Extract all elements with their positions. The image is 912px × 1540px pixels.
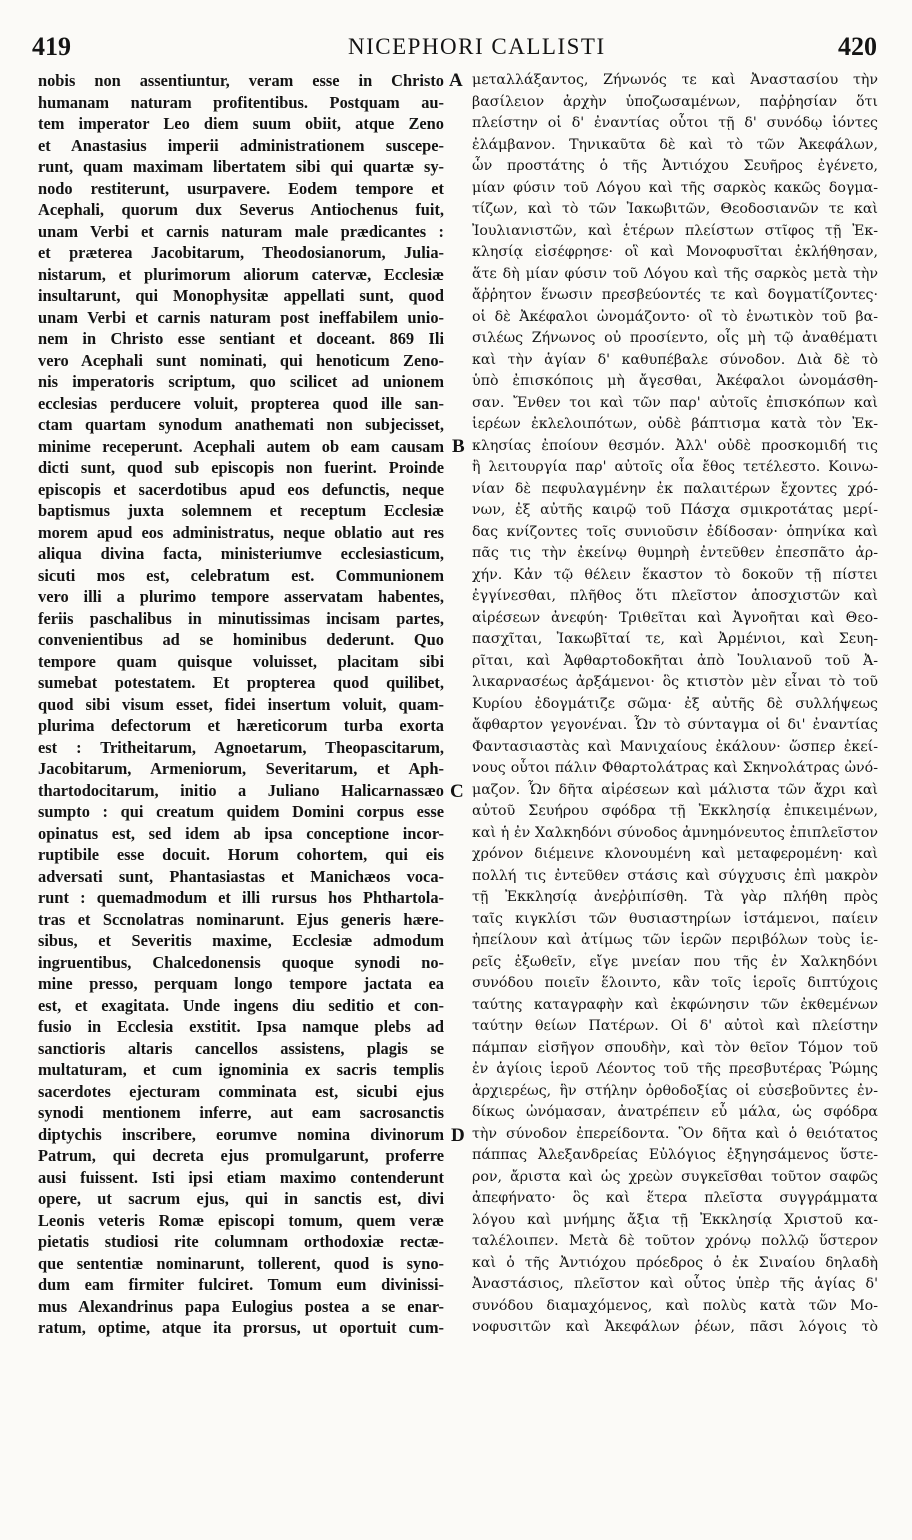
greek-text-line: ταλέλοιπεν. Μετὰ δὲ τοῦτον χρόνῳ πολλῷ ὕστερον [472,1233,878,1249]
greek-text-line: συνόδου ποιεῖν ἕλοιντο, κἂν τοῖς ἱεροῖς διπτύχοις [472,975,878,991]
greek-text-line: νων, ἐξ αὐτῆς καιρῷ τοῦ Πάσχα σμικροτάτας μερί- [472,502,878,518]
greek-text-line: νίαν δὲ πεφυλαγμένην ἐκ παλαιτέρων ἔχοντες χρό- [472,480,878,497]
latin-text-line: multaturam, et cum ignominia ex sacris templis [38,1060,444,1079]
latin-text-line: Acephali, quorum dux Severus Antiochenus fuit, [38,200,444,219]
greek-text-line: Ἀναστάσιος, πλεῖστον καὶ οὗτος ὑπὲρ τῆς ἁγίας δ' [472,1276,878,1292]
latin-text-line: vero Acephali sunt nominati, qui henoticum Zeno- [38,350,444,370]
latin-text-line: tem imperator Leo diem suum obiit, atque Zeno [38,114,444,133]
latin-text-line: est, et exagitata. Unde ingens diu seditio et con- [38,995,444,1015]
latin-text-line: Jacobitarum, Armeniorum, Severitarum, et Aph- [38,759,444,778]
greek-text-line: ρεῖς ἐξωθεῖν, εἴγε μνείαν που τῆς ἐν Χαλκηδόνι [472,953,878,970]
greek-text-line: τὴν σύνοδον ἐπερείδοντα. Ὃν δῆτα καὶ ὁ θειότατος [472,1125,878,1142]
latin-text-line: aliqua divina facta, ministeriumve ecclesiasticum, [38,544,444,563]
latin-text-line: nobis non assentiuntur, veram esse in Christo [38,71,444,90]
margin-letter-a: A [449,70,463,91]
greek-text-line: ταύτης καταγραφὴν καὶ ἐκφώνησιν τῶν ἐκθεμένων [472,996,878,1013]
greek-text-line: δίκως ὠνόμασαν, ἀνατρέπειν εὖ μάλα, ὡς σφόδρα [472,1104,878,1120]
latin-text-line: runt, quam maximam libertatem sibi qui quartæ sy- [38,157,444,176]
latin-text-line: ratum, optime, atque ita prorsus, ut oportuit cum- [38,1318,444,1337]
greek-text-line: τῇ Ἐκκλησίᾳ ἀνεῤῥιπίσθη. Τὰ γὰρ πλήθη πρὸς [472,889,878,905]
latin-text-line: episcopis et sacerdotibus apud eos defunctis, neque [38,479,444,499]
greek-text-line: κλησίας ἐποίουν θεσμόν. Ἀλλ' οὐδὲ προσκομιδή τις [472,437,878,454]
latin-text-line: ausi fuissent. Isti ipsi etiam maximo contenderunt [38,1167,444,1187]
greek-text-line: βασίλειον ἀρχὴν ὑποζωσαμένων, παῤῥησίαν ὅτι [472,93,878,110]
latin-text-line: tempore quam quisque voluisset, placitam sibi [38,651,444,671]
greek-text-line: νους οὗτοι πάλιν Φθαρτολάτρας καὶ Σκηνολάτρας ὠνό- [472,760,878,776]
latin-text-line: humanam naturam profitentibus. Postquam au- [38,92,444,112]
latin-text-line: minime receperunt. Acephali autem ob eam causam [38,436,444,456]
latin-text-line: Patrum, qui decreta ejus promulgarunt, proferre [38,1146,444,1165]
latin-text-line: vero illi a plurimo tempore asservatam habentes, [38,587,444,606]
greek-text-line: ταύτην θείων Πατέρων. Οἱ δ' αὐτοὶ καὶ πλείστην [472,1018,878,1034]
greek-text-line: καὶ ὁ τῆς Ἀντιόχου πρόεδρος ὁ ἐκ Σιναίου δηλαδὴ [472,1254,878,1271]
latin-text-line: ingruentibus, Chalcedonensis quoque synodi no- [38,952,444,972]
latin-text-line: feriis paschalibus in minutissimas incisam partes, [38,608,444,628]
greek-text-line: ἄφθαρτον γεγονέναι. Ὧν τὸ σύνταγμα οἱ δι' ἐναντίας [472,717,878,733]
latin-text-line: tras et Sccnolatras nominarunt. Ejus generis hære- [38,909,444,929]
latin-text-line: sibus, et Severitis maxime, Ecclesiæ admodum [38,931,444,950]
latin-text-line: baptismus juxta solemnem et receptum Ecclesiæ [38,501,444,520]
greek-text-line: συνόδου διαμαχόμενος, καὶ πολὺς κατὰ τῶν Μο- [472,1297,878,1314]
greek-text-line: ταῖς κιγκλίσι τῶν θυσιαστηρίων ἱστάμενοι, παίειν [472,910,878,927]
greek-text-line: οἱ δὲ Ἀκέφαλοι ὠνομάζοντο· οἳ τὸ ἑνωτικὸν τοῦ βα- [472,308,878,325]
greek-text-line: νοφυσιτῶν καὶ Ἀκεφάλων ῥέων, πᾶσι λόγοις τὸ [472,1319,878,1335]
greek-text-line: ρον, ἄριστα καὶ ὡς χρεὼν συγκεῖσθαι τοῦτον σαφῶς [472,1168,878,1185]
greek-text-line: πᾶς τις τὴν ἐκείνῳ θυμηρὴ ἐντεῦθεν ἐπεσπᾶτο ἀρ- [472,545,878,561]
latin-text-line: opere, ut sacrum ejus, qui in sanctis est, divi [38,1189,444,1208]
page-header [0,26,912,60]
greek-text-line: λικαρνασέως ἀρξάμενοι· ὃς κτιστὸν μὲν εἶναι τὸ τοῦ [472,674,878,690]
greek-text-line: ἄῤῥητον ἕνωσιν πρεσβεύοντές τε καὶ δογματίζοντες· [472,287,878,303]
greek-text-line: πασχῖται, Ἰακωβῖταί τε, καὶ Ἀρμένιοι, καὶ Σευη- [472,631,878,647]
latin-text-line: opinatus est, sed idem ab ipsa conceptione incor- [38,823,444,843]
greek-text-line: δας κνίζοντες τοῖς συνιοῦσιν ἐδίδοσαν· ὁπηνίκα καὶ [472,523,878,540]
greek-text-line: αὐτοῦ Σευήρου σφόδρα τῇ Ἐκκλησίᾳ ἐπικειμένων, [472,803,878,819]
latin-text-line: adversati sunt, Phantasiastas et Manichæos voca- [38,866,444,886]
greek-text-line: μαζον. Ὧν δῆτα αἱρέσεων καὶ μάλιστα τῶν ἄχρι καὶ [472,781,878,798]
latin-text-line: quod sibi visum esset, fidei insertum voluit, quam- [38,694,444,714]
latin-text-line: diptychis inscribere, eorumve nomina divinorum [38,1124,444,1144]
greek-text-line: ρῖται, καὶ Ἀφθαρτοδοκῆται ἀπὸ Ἰουλιανοῦ τοῦ Ἀ- [472,652,878,669]
latin-text-line: morem apud eos administratus, neque oblatio aut res [38,522,444,542]
greek-text-line: πλείστην οἱ δ' ἐναντίας οὗτοι τῇ δ' συνόδῳ ἰόντες [472,115,878,131]
greek-text-line: πάππας Ἀλεξανδρείας Εὐλόγιος ἐξηγησάμενος ὕστε- [472,1147,878,1163]
latin-text-line: Leonis veteris Romæ episcopi tomum, quem veræ [38,1210,444,1230]
greek-text-line: ὑπὸ ἐπισκόποις μὴ ἄγεσθαι, Ἀκέφαλοι ὠνομάσθη- [472,373,878,389]
latin-text-line: nis imperatoris scriptum, quo scilicet ad unionem [38,372,444,391]
greek-text-line: αἱρέσεων ἀνεφύη· Τριθεῖται καὶ Ἀγνοῆται καὶ Θεο- [472,609,878,626]
latin-text-line: sicuti mos est, celebratum est. Communionem [38,565,444,585]
latin-text-line: thartodocitarum, initio a Juliano Halicarnassæo [38,780,444,800]
greek-text-line: Φαντασιαστὰς καὶ Μανιχαίους ἐκάλουν· ὥσπερ ἐκεί- [472,738,878,755]
latin-text-line: et præterea Jacobitarum, Theodosianorum, Julia- [38,243,444,262]
greek-text-line: σιλέως Ζήνωνος οὐ προσίεντο, οἷς μὴ τῷ ἀναθέματι [472,330,878,346]
greek-text-line: καὶ τὴν ἁγίαν δ' καθυπέβαλε σύνοδον. Διὰ δὲ τὸ [472,351,878,368]
margin-letter-c: C [450,781,464,802]
latin-text-line: nistarum, et plurimorum aliorum catervæ, Ecclesiæ [38,264,444,284]
latin-text-line: insultarunt, qui Monophysitæ appellati sunt, quod [38,286,444,305]
greek-text-line: μεταλλάξαντος, Ζήνωνός τε καὶ Ἀναστασίου τὴν [472,72,878,88]
latin-text-line: sacerdotes ejecturam comminata est, sicubi ejus [38,1081,444,1101]
latin-text-line: synodi mentionem inferre, aut eam sacrosanctis [38,1103,444,1122]
latin-column [38,70,444,1339]
greek-text-line: λόγου καὶ μνήμης ἄξια τῇ Ἐκκλησίᾳ Χριστοῦ κα- [472,1211,878,1228]
latin-text-line: runt : quemadmodum et illi rursus hos Phthartola- [38,888,444,907]
greek-text-line: ἐν ἁγίοις ἱεροῦ Λέοντος τοῦ τῆς πρεσβυτέρας Ῥώμης [472,1061,878,1077]
page-number-left: 419 [32,32,71,61]
latin-text-line: unam Verbi et carnis naturam male prædicantes : [38,221,444,241]
greek-text-line: ὧν προστάτης ὁ τῆς Ἀντιόχου Σευῆρος ἐγένετο, [472,158,878,174]
greek-text-line: ἀπεφήνατο· ὃς καὶ ἕτερα πλεῖστα συγγράμματα [472,1190,878,1206]
greek-text-line: ἱερέων ἐκλελοιπότων, οὐδὲ βάπτισμα κατὰ τὸν Ἐκ- [472,416,878,432]
greek-text-line: πολλή τις ἐντεῦθεν στάσις καὶ σύγχυσις ἐπὶ μακρὸν [472,867,878,884]
running-title: NICEPHORI CALLISTI [348,34,606,59]
latin-text-line: et Anastasius imperii administrationem suscepe- [38,135,444,155]
greek-text-line: μίαν φύσιν τοῦ Λόγου καὶ τῆς σαρκὸς κακῶς δογμα- [472,179,878,196]
page-number-right: 420 [838,32,877,61]
greek-text-line: ἐλάμβανον. Τηνικαῦτα δὲ καὶ τὸ τῶν Ἀκεφάλων, [472,136,878,153]
greek-text-line: τίζων, καὶ τὸ τῶν Ἰακωβιτῶν, Θεοδοσιανῶν τε καὶ [472,201,878,217]
latin-text-line: plurima defectorum et hæreticorum turba exorta [38,716,444,735]
greek-text-line: σαν. Ἔνθεν τοι καὶ τῶν παρ' αὐτοῖς ἐπισκόπων καὶ [472,394,878,411]
latin-text-line: fusio in Ecclesia exstitit. Ipsa namque plebs ad [38,1017,444,1036]
greek-text-line: καὶ ἡ ἐν Χαλκηδόνι σύνοδος ἀμνημόνευτος ἐπιπλεῖστον [472,824,878,841]
greek-text-line: ἐγγίνεσθαι, πλῆθος ὅτι πλεῖστον ἀποσχιστῶν καὶ [472,588,878,604]
latin-text-line: ctam quartam synodum anathemati non subjecisset, [38,415,444,434]
latin-text-line: pietatis studiosi rite columnam orthodoxiæ rectæ- [38,1232,444,1251]
greek-column [472,70,878,1339]
latin-text-line: sumebat potestatem. Et propterea quod quilibet, [38,673,444,692]
latin-text-line: est : Tritheitarum, Agnoetarum, Theopascitarum, [38,737,444,757]
latin-text-line: ruptibile esse docuit. Horum cohortem, qui eis [38,845,444,864]
latin-text-line: sanctioris altaris cancellos assistens, plagis se [38,1038,444,1058]
greek-text-line: ἢ λειτουργία παρ' αὐτοῖς οἷα ἔθος τετέλεστο. Κοινω- [472,459,878,475]
greek-text-line: Ἰουλιανιστῶν, καὶ ἑτέρων πλείστων στῖφος τῇ Ἐκ- [472,222,878,239]
latin-text-line: mine presso, perquam longo tempore jactata ea [38,974,444,993]
greek-text-line: χρόνον διέμεινε κλονουμένη καὶ μεταφερομένη· καὶ [472,846,878,862]
latin-text-line: convenientibus ad se hominibus dederunt. Quo [38,630,444,649]
latin-text-line: sumpto : qui creatum quidem Domini corpus esse [38,802,444,821]
latin-text-line: ecclesias perducere voluit, propterea quod ille san- [38,393,444,413]
greek-text-line: κλησίᾳ εἰσέφρησε· οἳ καὶ Μονοφυσῖται ἐκλήθησαν, [472,244,878,260]
latin-text-line: mus Alexandrinus papa Eulogius postea a se enar- [38,1296,444,1316]
latin-text-line: unam Verbi et carnis naturam post ineffabilem unio- [38,307,444,327]
margin-letter-d: D [451,1125,465,1146]
latin-text-line: dum eam firmiter fulciret. Tomum eum divinissi- [38,1275,444,1294]
greek-text-line: χήν. Κἀν τῷ θέλειν ἕκαστον τὸ δοκοῦν τῇ πίστει [472,566,878,583]
greek-text-line: πάμπαν εἰσῆγον σπουδὴν, καὶ τὸν θεῖον Τόμον τοῦ [472,1039,878,1056]
latin-text-line: que sententiæ nominarunt, tollerent, quod is syno- [38,1253,444,1273]
greek-text-line: ἅτε δὴ μίαν φύσιν τοῦ Λόγου καὶ τῆς σαρκὸς μετὰ τὴν [472,265,878,282]
greek-text-line: ἀρχιερέως, ἣν στήλην ὀρθοδοξίας οἱ εὐσεβοῦντες ἐν- [472,1082,878,1099]
latin-text-line: nodo restiterunt, usurpavere. Eodem tempore et [38,178,444,198]
greek-text-line: ἠπείλουν καὶ ἀτίμως τῶν ἱερῶν περιβόλων τοὺς ἱε- [472,932,878,948]
margin-letter-b: B [452,436,465,457]
latin-text-line: dicti sunt, quod sub episcopis non fuerint. Proinde [38,458,444,477]
greek-text-line: Κυρίου ἐδογμάτιζε σῶμα· ἐξ αὐτῆς δὲ συλλήψεως [472,695,878,712]
latin-text-line: nem in Christo esse sentiant et doceant. 869 Ili [38,329,444,348]
